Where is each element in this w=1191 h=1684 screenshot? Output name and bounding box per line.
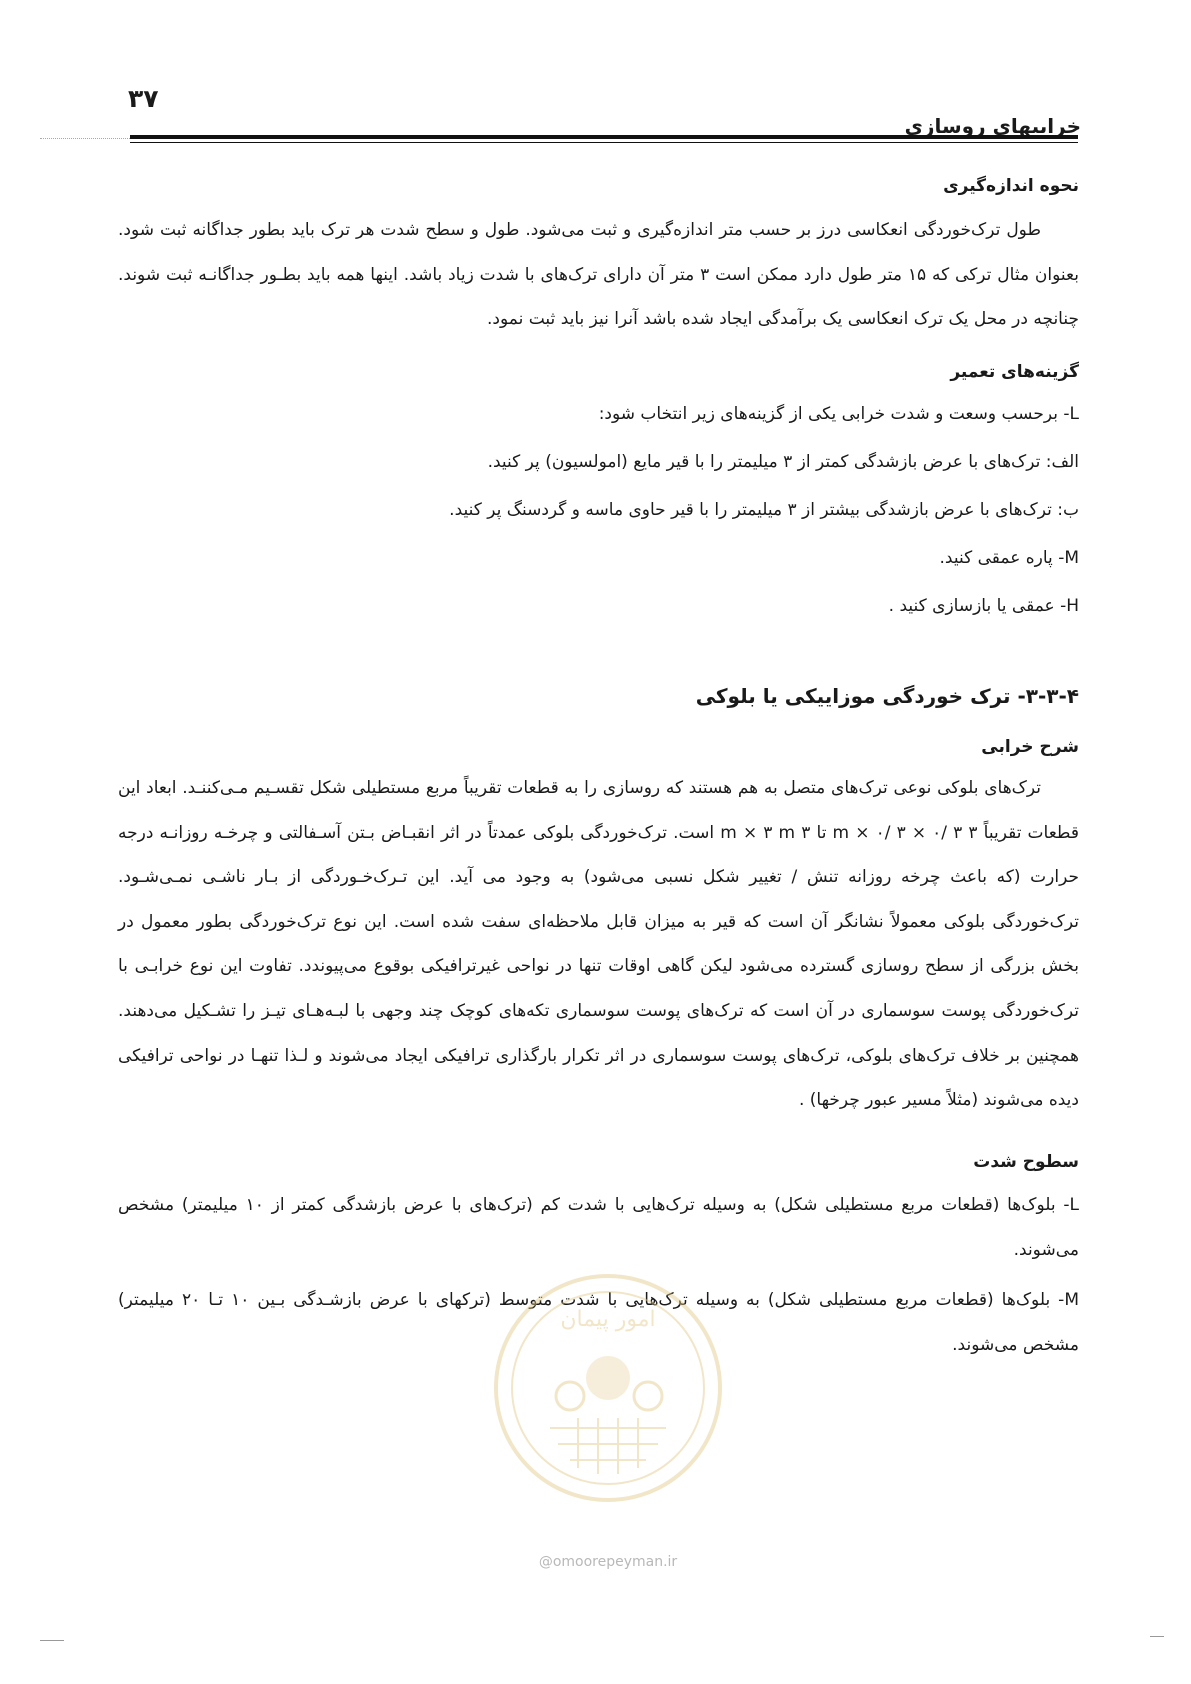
- header-rule-faint: [40, 138, 130, 139]
- repair-item-H: H- عمقی یا بازسازی کنید .: [888, 596, 1079, 616]
- page-number: ۳۷: [128, 84, 159, 113]
- repair-heading: گزینه‌های تعمیر: [950, 362, 1079, 382]
- severity-L-paragraph: L- بلوک‌ها (قطعات مربع مستطیلی شکل) به وسیله ترک‌هایی با شدت کم (ترک‌های با عرض بازشدگی کمتر از ۱۰ میلیمتر) مشخص می‌شوند.: [118, 1195, 1079, 1260]
- repair-item-alef: الف: ترک‌های با عرض بازشدگی کمتر از ۳ میلیمتر را با قیر مایع (امولسیون) پر کنید.: [487, 452, 1079, 472]
- repair-item-M: M- پاره عمقی کنید.: [939, 548, 1079, 568]
- severity-heading: سطوح شدت: [973, 1152, 1079, 1172]
- repair-item-L: L- برحسب وسعت و شدت خرابی یکی از گزینه‌های زیر انتخاب شود:: [598, 404, 1079, 424]
- description-paragraph: ترک‌های بلوکی نوعی ترک‌های متصل به هم هستند که روسازی را به قطعات تقریباً مربع مستطیلی شکل تقسـیم مـی‌کننـد. ابعاد این قطعات تقریباً ۳ m × ۰/ ۳ × ۰/ ۳ تا ۳ m × ۳ m است. ترک‌خوردگی بلوکی عمدتاً در اثر انقبـاض بـتن آسـفالتی و چرخـه روزانـه درجه حرارت (که باعث چرخه روزانه تنش / تغییر شکل نسبی می‌شود) به وجود می آید. این تـرک‌خـوردگی از بـار ناشـی نمـی‌شـود. ترک‌خوردگی بلوکی معمولاً نشانگر آن است که قیر به میزان قابل ملاحظه‌ای سفت شده است. این نوع ترک‌خوردگی بطور معمول در بخش بزرگی از سطح روسازی گسترده می‌شود لیکن گاهی اوقات تنها در نواحی غیرترافیکی بوقوع می‌پیوندد. تفاوت این نوع خرابـی با ترک‌خوردگی پوست سوسماری در آن است که ترک‌های پوست سوسماری تکه‌های کوچک چند وجهی با لبـه‌هـای تیـز را تشـکیل می‌دهند. همچنین بر خلاف ترک‌های بلوکی، ترک‌های پوست سوسماری در اثر تکرار بارگذاری ترافیکی ایجاد می‌شوند و لـذا تنهـا در نواحی ترافیکی دیده می‌شوند (مثلاً مسیر عبور چرخها) .: [118, 778, 1080, 1111]
- measurement-heading: نحوه اندازه‌گیری: [943, 176, 1079, 196]
- section-title: ۳-۳-۴- ترک خوردگی موزاییکی یا بلوکی: [695, 684, 1079, 708]
- measurement-paragraph: طول ترک‌خوردگی انعکاسی درز بر حسب متر اندازه‌گیری و ثبت می‌شود. طول و سطح شدت هر ترک باید بطور جداگانه ثبت شود. بعنوان مثال ترکی که ۱۵ متر طول دارد ممکن است ۳ متر آن دارای ترک‌های با شدت زیاد باشد. اینها همه باید بطـور جداگانـه ثبت شوند. چنانچه در محل یک ترک انعکاسی یک برآمدگی ایجاد شده باشد آنرا نیز باید ثبت نمود.: [118, 220, 1079, 330]
- header-rule: [130, 135, 1078, 143]
- repair-item-be: ب: ترک‌های با عرض بازشدگی بیشتر از ۳ میلیمتر را با قیر حاوی ماسه و گردسنگ پر کنید.: [449, 500, 1079, 520]
- watermark-url: @omoorepeyman.ir: [538, 1554, 678, 1570]
- description-heading: شرح خرابی: [981, 737, 1079, 757]
- watermark-logo-text: امور پیمان: [560, 1307, 656, 1332]
- watermark-seal: [488, 1268, 728, 1508]
- scan-mark: [1150, 1636, 1164, 1637]
- scan-mark: [40, 1640, 64, 1641]
- severity-M-paragraph: M- بلوک‌ها (قطعات مربع مستطیلی شکل) به وسیله ترک‌هایی با شدت متوسط (ترکهای با عرض بازشـدگی بـین ۱۰ تـا ۲۰ میلیمتر) مشخص می‌شوند.: [118, 1290, 1079, 1355]
- running-title: خرابیهای روسازی: [904, 114, 1081, 138]
